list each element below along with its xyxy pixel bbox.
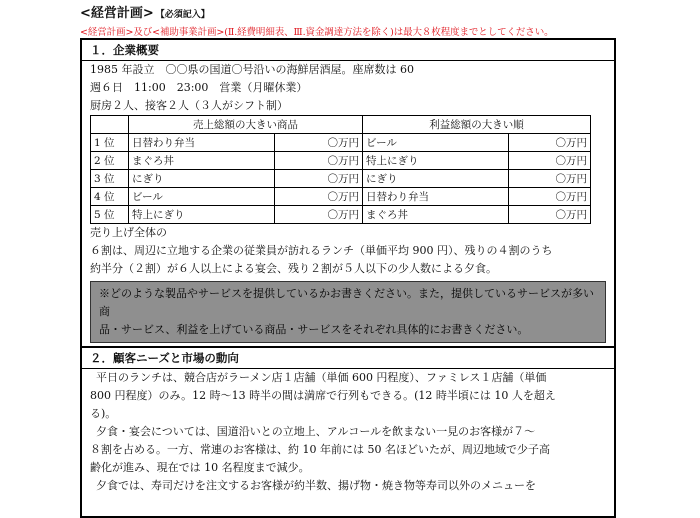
rank-cell: 3 位 bbox=[91, 170, 129, 188]
sales-summary-line: 売り上げ全体の bbox=[90, 226, 167, 239]
profit-item-cell: 日替わり弁当 bbox=[363, 188, 509, 206]
market-line: 800 円程度）のみ。12 時～13 時半の間は満席で行列もできる。(12 時半頃には 10 人を超え bbox=[90, 389, 556, 402]
profit-value-cell: 〇万円 bbox=[509, 170, 591, 188]
table-row bbox=[91, 206, 591, 224]
sales-summary-line: 約半分（２割）が６人以上による宴会、残り２割が５人以下の少人数による夕食。 bbox=[90, 262, 497, 275]
profit-value-cell: 〇万円 bbox=[509, 152, 591, 170]
market-line: 齢化が進み、現在では 10 名程度まで減少。 bbox=[90, 461, 310, 474]
section-customer-needs bbox=[82, 346, 614, 495]
overview-line: 厨房２人、接客２人（３人がシフト制） bbox=[90, 99, 288, 112]
sales-item-cell: 日替わり弁当 bbox=[129, 134, 275, 152]
rank-cell: 1 位 bbox=[91, 134, 129, 152]
guidance-box bbox=[90, 281, 606, 343]
table-row bbox=[91, 170, 591, 188]
overview-line: 週６日 11:00 23:00 営業（月曜休業） bbox=[90, 81, 308, 94]
guidance-line: 品・サービス、利益を上げている商品・サービスをそれぞれ具体的にお書きください。 bbox=[99, 323, 529, 336]
sales-value-cell: 〇万円 bbox=[275, 152, 363, 170]
sales-item-cell: にぎり bbox=[129, 170, 275, 188]
market-line: ８割を占める。一方、常連のお客様は、約 10 年前には 50 名ほどいたが、周辺地域で少子高 bbox=[90, 443, 550, 456]
market-line: 平日のランチは、競合店がラーメン店１店舗（単価 600 円程度）、ファミレス１店舗（単価 bbox=[96, 371, 547, 384]
profit-item-cell: にぎり bbox=[363, 170, 509, 188]
table-header-row bbox=[91, 116, 591, 134]
market-line: 夕食・宴会については、国道沿いとの立地上、アルコールを飲まない一見のお客様が７～ bbox=[96, 425, 536, 438]
sales-value-cell: 〇万円 bbox=[275, 188, 363, 206]
market-line: る)。 bbox=[90, 407, 117, 420]
sales-item-cell: ビール bbox=[129, 188, 275, 206]
sales-summary-line: ６割は、周辺に立地する企業の従業員が訪れるランチ（単価平均 900 円）、残りの４割のうち bbox=[90, 244, 553, 257]
heading-title: <経営計画> bbox=[80, 6, 154, 21]
section-company-overview bbox=[82, 40, 614, 343]
sales-value-cell: 〇万円 bbox=[275, 206, 363, 224]
overview-line: 1985 年設立 〇〇県の国道〇号沿いの海鮮居酒屋。座席数は 60 bbox=[90, 63, 414, 76]
rank-cell: 2 位 bbox=[91, 152, 129, 170]
required-label: 【必須記入】 bbox=[155, 10, 210, 20]
sales-value-cell: 〇万円 bbox=[275, 134, 363, 152]
rank-cell: 5 位 bbox=[91, 206, 129, 224]
rank-cell: 4 位 bbox=[91, 188, 129, 206]
product-ranking-table bbox=[90, 115, 591, 224]
page-limit-note: <経営計画>及び<補助事業計画>(Ⅱ.経費明細表、Ⅲ.資金調達方法を除く)は最大８枚程度までとしてください。 bbox=[80, 27, 554, 38]
profit-value-cell: 〇万円 bbox=[509, 134, 591, 152]
profit-item-cell: まぐろ丼 bbox=[363, 206, 509, 224]
header-sales: 売上総額の大きい商品 bbox=[129, 116, 363, 134]
table-row bbox=[91, 134, 591, 152]
profit-item-cell: ビール bbox=[363, 134, 509, 152]
profit-value-cell: 〇万円 bbox=[509, 206, 591, 224]
header-empty bbox=[91, 116, 129, 134]
section-title-customer-needs: ２．顧客ニーズと市場の動向 bbox=[82, 348, 614, 369]
sales-item-cell: まぐろ丼 bbox=[129, 152, 275, 170]
business-plan-form bbox=[80, 38, 616, 518]
market-line: 夕食では、寿司だけを注文するお客様が約半数、揚げ物・焼き物等寿司以外のメニューを bbox=[96, 479, 536, 492]
business-plan-heading bbox=[80, 2, 210, 21]
sales-value-cell: 〇万円 bbox=[275, 170, 363, 188]
header-profit: 利益総額の大きい順 bbox=[363, 116, 591, 134]
table-row bbox=[91, 188, 591, 206]
profit-value-cell: 〇万円 bbox=[509, 188, 591, 206]
section-title-company-overview: １．企業概要 bbox=[82, 40, 614, 61]
sales-item-cell: 特上にぎり bbox=[129, 206, 275, 224]
profit-item-cell: 特上にぎり bbox=[363, 152, 509, 170]
guidance-line: ※どのような製品やサービスを提供しているかお書きください。また，提供しているサービスが多い商 bbox=[99, 287, 594, 318]
table-row bbox=[91, 152, 591, 170]
